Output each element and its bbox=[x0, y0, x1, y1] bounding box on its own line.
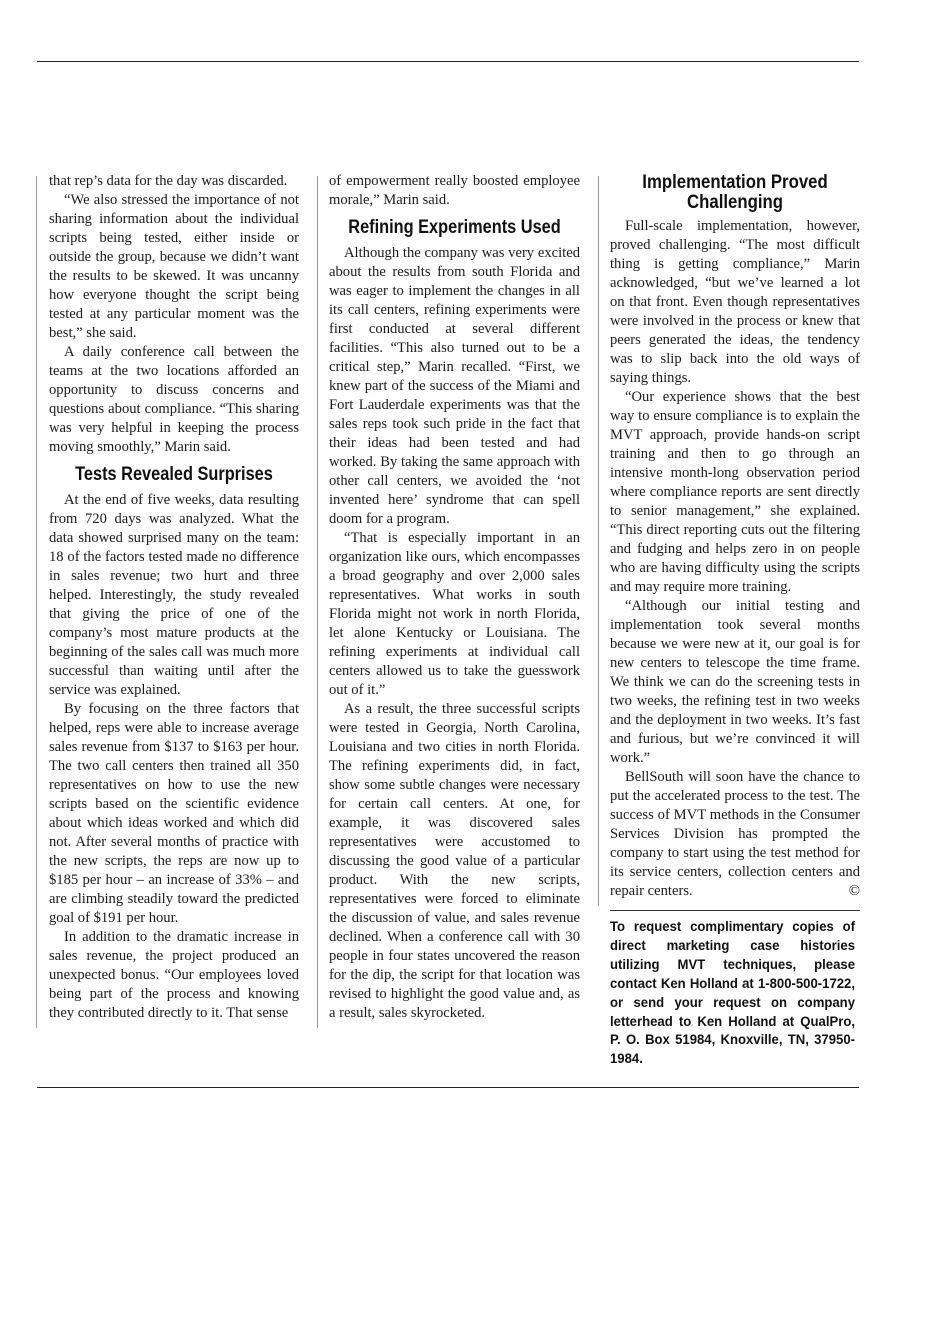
section-heading: Tests Revealed Surprises bbox=[75, 464, 273, 485]
column-3 bbox=[610, 172, 860, 901]
paragraph: “That is especially important in an organization like ours, which encompasses a broad geography and over 2,000 sales representatives. What works in south Florida might not work in north Florida, let alone Kentucky or Louisiana. The refining experiments at individual call centers allowed us to take the guesswork out of it.” bbox=[329, 530, 580, 698]
paragraph: that rep’s data for the day was discarded. bbox=[49, 173, 288, 189]
paragraph-text: BellSouth will soon have the chance to put the accelerated process to the test. The success of MVT methods in the Consumer Services Division has prompted the company to start using the test method for its service centers, collection centers and repair centers. bbox=[610, 769, 860, 899]
section-heading: Implementation Proved Challenging bbox=[642, 171, 828, 213]
paragraph: A daily conference call between the teams at the two locations afforded an opportunity to discuss concerns and questions about compliance. “This sharing was very helpful in keeping the process moving smoothly,” Marin said. bbox=[49, 344, 299, 455]
paragraph: Full-scale implementation, however, proved challenging. “The most difficult thing is getting compliance,” Marin acknowledged, “but we’ve learned a lot on that front. Even though representatives were involved in the process or knew that peers generated the ideas, the tendency was to slip back into the old ways of saying things. bbox=[610, 218, 860, 386]
paragraph: of empowerment really boosted employee morale,” Marin said. bbox=[329, 173, 580, 208]
column-1 bbox=[49, 172, 299, 1023]
paragraph: Although the company was very excited about the results from south Florida and was eager to implement the changes in all its call centers, refining experiments were first conducted at several different facilities. “This also turned out to be a critical step,” Marin recalled. “First, we knew part of the success of the Miami and Fort Lauderdale experiments was that the sales reps took such pride in the fact that their ideas had been tested and had worked. By taking the same approach with other call centers, we avoided the ‘not invented here’ syndrome that can spell doom for a program. bbox=[329, 245, 580, 527]
bottom-rule bbox=[37, 1087, 859, 1088]
footnote-rule bbox=[610, 910, 860, 911]
paragraph bbox=[610, 768, 860, 901]
paragraph: At the end of five weeks, data resulting from 720 days was analyzed. What the data showed surprised many on the team: 18 of the factors tested made no difference in sales revenue; two hurt and three helped. Interestingly, the study revealed that giving the price of one of the company’s most mature products at the beginning of the sales call was much more successful than waiting until after the service was explained. bbox=[49, 492, 299, 698]
paragraph: “We also stressed the importance of not sharing information about the individual scripts being tested, either inside or outside the group, because we didn’t want the results to be skewed. It was uncanny how everyone thought the script being tested at any particular moment was the best,” she said. bbox=[49, 192, 299, 341]
section-heading: Refining Experiments Used bbox=[348, 217, 561, 238]
top-rule bbox=[37, 61, 859, 62]
paragraph: “Our experience shows that the best way to ensure compliance is to explain the MVT approach, provide hands-on script training and then to go through an intensive month-long observation period where compliance reports are sent directly to senior management,” she explained. “This direct reporting cuts out the filtering and fudging and helps zero in on people who are having difficulty using the scripts and may require more training. bbox=[610, 389, 860, 595]
paragraph: By focusing on the three factors that helped, reps were able to increase average sales revenue from $137 to $163 per hour. The two call centers then trained all 350 representatives on how to use the new scripts based on the scientific evidence about which ideas worked and which did not. After several months of practice with the new scripts, the reps are now up to $185 per hour – an increase of 33% – and are climbing steadily toward the predicted goal of $191 per hour. bbox=[49, 701, 299, 926]
column-divider bbox=[317, 176, 318, 1028]
column-2 bbox=[329, 172, 580, 1023]
end-mark: © bbox=[848, 883, 860, 899]
footnote: To request complimentary copies of direct marketing case histories utilizing MVT techniques, please contact Ken Holland at 1-800-500-1722, or send your request on company letterhead to Ken Holland at QualPro, P. O. Box 51984, Knoxville, TN, 37950-1984. bbox=[610, 919, 855, 1067]
paragraph: In addition to the dramatic increase in sales revenue, the project produced an unexpected bonus. “Our employees loved being part of the process and knowing they contributed directly to it. That sense bbox=[49, 929, 299, 1021]
paragraph: As a result, the three successful scripts were tested in Georgia, North Carolina, Louisiana and two cities in north Florida. The refining experiments did, in fact, show some subtle changes were necessary for certain call centers. At one, for example, it was discovered sales representatives were accustomed to discussing the good value of a particular product. With the new scripts, representatives were forced to eliminate the discussion of value, and sales revenue declined. When a conference call with 30 people in four states uncovered the reason for the dip, the script for that location was revised to highlight the good value and, as a result, sales skyrocketed. bbox=[329, 701, 580, 1021]
column-divider bbox=[36, 176, 37, 1028]
column-divider bbox=[598, 176, 599, 906]
paragraph: “Although our initial testing and implementation took several months because we were new at it, our goal is for new centers to telescope the time frame. We think we can do the screening tests in two weeks, the refining test in two weeks and the deployment in two weeks. It’s fast and furious, but we’re convinced it will work.” bbox=[610, 598, 860, 766]
